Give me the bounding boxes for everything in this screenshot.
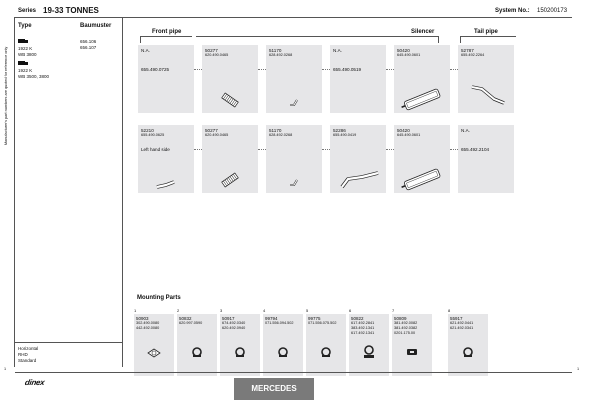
item-index: 3 — [220, 308, 223, 313]
tail-pipe-bracket — [460, 36, 516, 37]
tail-pipe-heading: Tail pipe — [474, 29, 498, 35]
part-number: N.A. — [333, 48, 342, 53]
part-number: 99775 — [308, 316, 321, 321]
connector — [322, 69, 330, 70]
bracket-icon — [361, 344, 377, 360]
part-number: 52210 — [141, 128, 154, 133]
part-oem: 655.490.0419 — [333, 133, 357, 137]
dinex-logo: dinex — [24, 378, 46, 387]
part-box[interactable] — [394, 125, 450, 193]
part-oem: 645.490.0601 — [397, 53, 421, 57]
part-oem: 071.556.094.502 — [265, 321, 294, 325]
mounting-part[interactable] — [392, 308, 432, 376]
part-box[interactable] — [330, 125, 386, 193]
part-oem: 620.490.0465 — [205, 133, 229, 137]
part-number: 50277 — [205, 128, 218, 133]
mounting-part[interactable] — [349, 308, 389, 376]
part-number: 51170 — [269, 128, 282, 133]
part-oem: 381.492.0382 — [394, 326, 418, 330]
model-label: Baumuster — [80, 23, 112, 29]
item-index: 5 — [306, 308, 309, 313]
clamp-icon — [234, 346, 246, 358]
bracket-tick — [438, 36, 439, 43]
part-oem: 620.492.0940 — [222, 326, 246, 330]
item-index: 7 — [392, 308, 395, 313]
front-pipe-icon — [154, 177, 180, 191]
vehicle-wb: WB 3500, 3800 — [18, 74, 50, 79]
part-oem: 620.997.0590 — [179, 321, 203, 325]
part-box[interactable] — [330, 45, 386, 113]
part-oem: 655.490.0725 — [141, 67, 170, 72]
silencer-icon — [400, 89, 444, 109]
bend-pipe-icon — [288, 177, 300, 187]
clamp-icon — [277, 346, 289, 358]
series-label: Series — [18, 8, 37, 14]
silencer-icon — [400, 169, 444, 189]
page-number-left: 1 — [4, 367, 7, 371]
brand-banner — [234, 378, 314, 400]
note-drive: RHD — [18, 352, 28, 357]
part-oem: 0201.175.00 — [394, 331, 416, 335]
part-number: 50420 — [397, 48, 410, 53]
series-value: 19-33 TONNES — [43, 6, 99, 15]
mounting-part[interactable] — [263, 308, 303, 376]
type-label: Type — [18, 23, 32, 29]
connector — [322, 149, 330, 150]
front-pipe-bracket — [140, 36, 192, 37]
part-box[interactable] — [266, 45, 322, 113]
part-number: 55917 — [450, 316, 463, 321]
footer-rule — [15, 372, 572, 373]
long-pipe-icon — [338, 169, 384, 191]
front-pipe-heading: Front pipe — [152, 29, 182, 35]
part-oem: 628.492.0268 — [269, 133, 293, 137]
part-oem: 381.492.0082 — [394, 321, 418, 325]
item-index: 1 — [134, 308, 137, 313]
part-oem: 383.492.1341 — [351, 326, 375, 330]
part-number: 50420 — [397, 128, 410, 133]
item-index: 8 — [448, 308, 451, 313]
item-index: 4 — [263, 308, 266, 313]
vehicle-wb: WB 3800 — [18, 52, 37, 57]
bend-pipe-icon — [288, 97, 300, 107]
part-oem: 620.490.0465 — [205, 53, 229, 57]
item-index: 6 — [349, 308, 352, 313]
header-rule — [15, 17, 572, 18]
brand-label: MERCEDES — [251, 384, 297, 393]
silencer-bracket — [196, 36, 438, 37]
vehicle-type: 1922 K — [18, 68, 33, 73]
part-oem: 442.492.0080 — [136, 326, 160, 330]
gasket-icon — [147, 348, 161, 358]
flex-pipe-icon — [220, 93, 240, 107]
clamp-icon — [320, 346, 332, 358]
part-oem: 645.490.0601 — [397, 133, 421, 137]
note-version: Standard — [18, 358, 37, 363]
mounting-part[interactable] — [134, 308, 174, 376]
part-number: N.A. — [461, 128, 470, 133]
part-note: Left hand side — [141, 147, 170, 152]
silencer-heading: Silencer — [411, 29, 435, 35]
part-number: 50809 — [394, 316, 407, 321]
vehicle-type: 1922 K — [18, 46, 33, 51]
tail-pipe-icon — [468, 81, 508, 107]
part-oem: 621.492.0341 — [450, 326, 474, 330]
model-code: 656.106 — [80, 39, 97, 44]
part-number: 52787 — [461, 48, 474, 53]
part-number: 50822 — [351, 316, 364, 321]
part-oem: 655.492.2264 — [461, 53, 485, 57]
part-box[interactable] — [458, 45, 514, 113]
clamp-icon — [191, 346, 203, 358]
column-divider — [122, 17, 123, 367]
part-box[interactable] — [202, 125, 258, 193]
bracket-tick — [460, 36, 461, 43]
mounting-part[interactable] — [220, 308, 260, 376]
part-number: 51170 — [269, 48, 282, 53]
left-border — [14, 17, 15, 367]
item-index: 2 — [177, 308, 180, 313]
connector — [258, 69, 266, 70]
part-oem: 628.492.0268 — [269, 53, 293, 57]
connector — [450, 149, 458, 150]
part-oem: 655.490.0625 — [141, 133, 165, 137]
part-number: 50917 — [222, 316, 235, 321]
part-oem: 302.490.0080 — [136, 321, 160, 325]
part-number: 50832 — [179, 316, 192, 321]
rubber-icon — [406, 348, 418, 356]
part-box[interactable] — [458, 125, 514, 193]
part-oem: 621.492.0441 — [450, 321, 474, 325]
page-number-right: 1 — [577, 367, 580, 371]
part-box[interactable] — [394, 45, 450, 113]
connector — [194, 69, 202, 70]
part-box[interactable] — [266, 125, 322, 193]
connector — [194, 149, 202, 150]
system-label: System No.: — [495, 8, 530, 14]
connector — [450, 69, 458, 70]
part-box[interactable] — [138, 125, 194, 193]
part-number: 52286 — [333, 128, 346, 133]
mounting-part[interactable] — [177, 308, 217, 376]
part-oem: 617.492.2841 — [351, 321, 375, 325]
part-box[interactable] — [202, 45, 258, 113]
system-value: 150200173 — [537, 8, 568, 14]
part-oem: 655.492.2104 — [461, 147, 490, 152]
clamp-icon — [462, 346, 474, 358]
part-oem: 674.492.0340 — [222, 321, 246, 325]
mounting-parts-heading: Mounting Parts — [137, 295, 181, 301]
notes-rule — [14, 342, 123, 343]
flex-pipe-icon — [220, 173, 240, 187]
part-number: 50277 — [205, 48, 218, 53]
model-code: 656.107 — [80, 45, 97, 50]
bracket-tick — [140, 36, 141, 43]
part-oem: 655.490.0519 — [333, 67, 362, 72]
connector — [386, 69, 394, 70]
part-box[interactable] — [138, 45, 194, 113]
connector — [258, 149, 266, 150]
mounting-part[interactable] — [448, 308, 488, 376]
truck-icon — [18, 61, 28, 66]
mounting-part[interactable] — [306, 308, 346, 376]
part-oem: 617.492.1341 — [351, 331, 375, 335]
part-number: N.A. — [141, 48, 150, 53]
truck-icon — [18, 39, 28, 44]
side-disclaimer: Manufacturer's part numbers are quoted for reference only — [4, 46, 8, 145]
part-oem: 071.556.075.502 — [308, 321, 337, 325]
note-orientation: Horizontal — [18, 346, 39, 351]
part-number: 99794 — [265, 316, 278, 321]
connector — [386, 149, 394, 150]
part-number: 50903 — [136, 316, 149, 321]
